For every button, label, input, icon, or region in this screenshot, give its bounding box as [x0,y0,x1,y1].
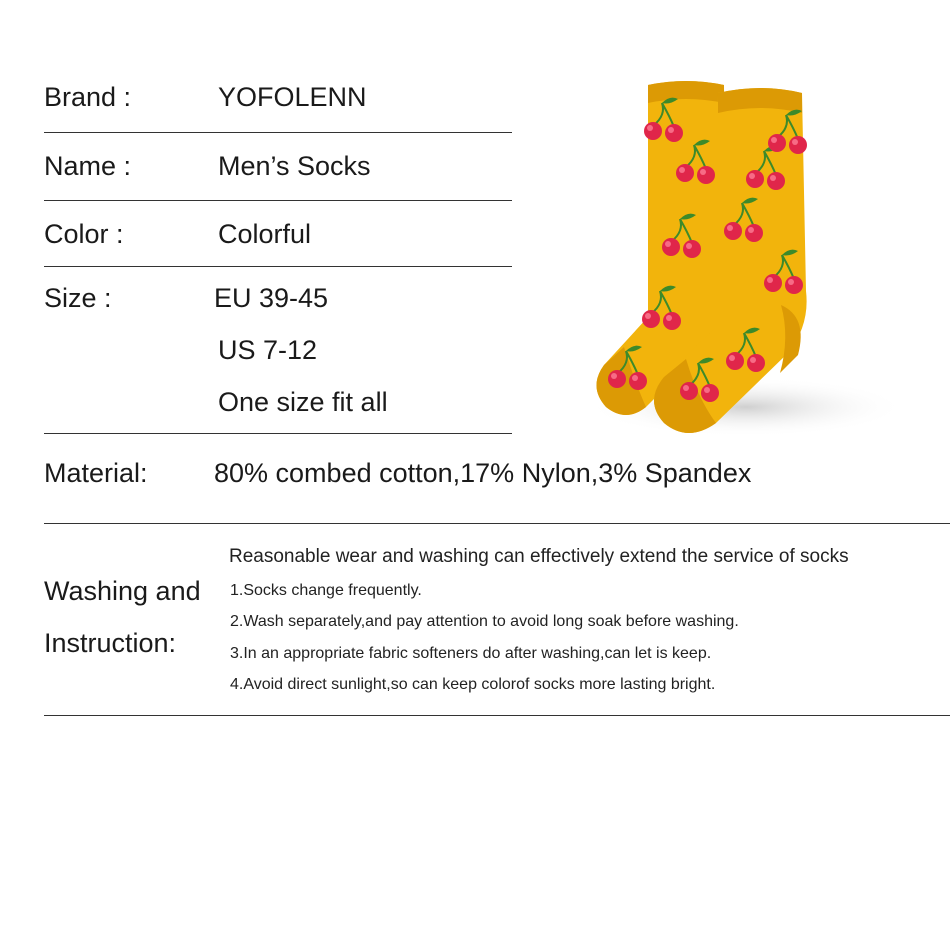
washing-headline: Reasonable wear and washing can effectively extend the service of socks [229,546,849,567]
divider [44,266,512,267]
size-value-fit: One size fit all [218,387,388,417]
size-value-us: US 7-12 [218,335,318,365]
name-label: Name : [44,151,132,181]
name-value: Men’s Socks [218,151,371,181]
washing-label-line2: Instruction: [44,628,177,658]
brand-label: Brand : [44,82,132,112]
divider [44,132,512,133]
washing-item: 4.Avoid direct sunlight,so can keep colorof socks more lasting bright. [230,676,716,693]
color-label: Color : [44,219,124,249]
material-label: Material: [44,458,148,488]
size-label: Size : [44,283,112,313]
washing-item: 2.Wash separately,and pay attention to avoid long soak before washing. [230,613,739,630]
divider [44,433,512,434]
washing-item: 3.In an appropriate fabric softeners do after washing,can let is keep. [230,645,712,662]
washing-label-line1: Washing and [44,576,201,606]
brand-value: YOFOLENN [218,82,367,112]
color-value: Colorful [218,219,312,249]
washing-item: 1.Socks change frequently. [230,582,422,599]
divider [44,200,512,201]
divider [44,715,950,716]
size-value-eu: EU 39-45 [214,283,329,313]
divider [44,523,950,524]
cherry-socks-icon [576,55,906,455]
material-value: 80% combed cotton,17% Nylon,3% Spandex [214,458,752,488]
